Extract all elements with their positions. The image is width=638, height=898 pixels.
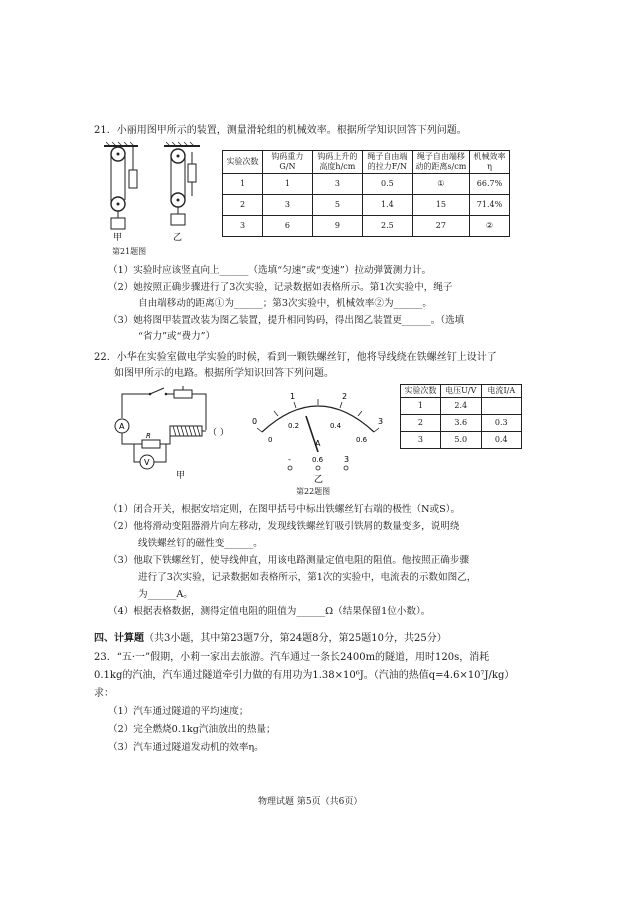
- table-cell: 0.4: [481, 432, 521, 449]
- table-cell: 3.6: [440, 415, 481, 432]
- table-cell: 9: [312, 216, 362, 237]
- table-cell: [481, 398, 521, 415]
- table-header-row: [223, 151, 510, 174]
- table-row: [223, 216, 510, 237]
- table-header-row: [401, 385, 522, 398]
- table-cell: 2: [401, 415, 441, 432]
- label-jia: 甲: [113, 233, 123, 243]
- scale-bottom-label: 0.2: [288, 422, 300, 430]
- page-footer: 物理试题 第5页（共6页）: [258, 797, 363, 807]
- q21-sub2b: 自由端移动的距离①为______；第3次实验中，机械效率②为______。: [138, 298, 432, 309]
- q21-table: [222, 150, 510, 237]
- table-row: [401, 432, 522, 449]
- rheostat: [174, 390, 192, 398]
- table-cell: ②: [470, 216, 510, 237]
- scale-bottom-label: 0.4: [330, 422, 342, 430]
- table-cell: 6: [263, 216, 313, 237]
- q22-stem-b: 如图甲所示的电路。根据所学知识回答下列问题。: [114, 368, 334, 379]
- q21-sub1: （1）实验时应该竖直向上______（选填“匀速”或“变速”）拉动弹簧测力计。: [108, 265, 432, 276]
- table-cell: 0.3: [481, 415, 521, 432]
- table-header-cell: 电流I/A: [481, 385, 521, 398]
- q21-sub3b: “省力”或“费力”）: [138, 331, 216, 342]
- table-cell: 1: [263, 174, 313, 195]
- table-header-cell: 电压U/V: [440, 385, 481, 398]
- table-header-cell: 绳子自由端移动的距离s/cm: [412, 151, 469, 174]
- circuit-jia-label: 甲: [176, 471, 186, 481]
- table-cell: ①: [412, 174, 469, 195]
- q22-sub4: （4）根据表格数据，测得定值电阻的阻值为______Ω（结果保留1位小数）。: [108, 606, 431, 617]
- q22-sub3b: 进行了3次实验，记录数据如表格所示，第1次的实验中，电流表的示数如图乙，: [138, 572, 477, 583]
- table-cell: 1.4: [363, 195, 413, 216]
- scale-top-end: 3: [378, 417, 384, 426]
- table-cell: 2.4: [440, 398, 481, 415]
- meter-label: 乙: [314, 475, 324, 485]
- terminal-label: -: [288, 455, 291, 464]
- table-cell: 5.0: [440, 432, 481, 449]
- table-row: [401, 398, 522, 415]
- table-cell: 71.4%: [470, 195, 510, 216]
- switch: [150, 388, 164, 394]
- ammeter-dial: [248, 388, 388, 484]
- scale-top-label: 1: [290, 392, 296, 401]
- section-4-header: [94, 632, 447, 645]
- table-cell: 0.5: [363, 174, 413, 195]
- q23-sub3: （3）汽车通过隧道发动机的效率η。: [108, 742, 264, 753]
- terminal-label: 0.6: [312, 456, 324, 464]
- spring-scale-jia: [129, 170, 137, 188]
- table-cell: 2.5: [363, 216, 413, 237]
- q21-stem: 21．小丽用图甲所示的装置，测量滑轮组的机械效率。根据所学知识回答下列问题。: [94, 125, 467, 136]
- scale-top-zero: 0: [252, 417, 258, 426]
- table-cell: 66.7%: [470, 174, 510, 195]
- q21-sub3a: （3）她将图甲装置改装为图乙装置，提升相同钩码，得出图乙装置更______。（选填: [108, 315, 465, 326]
- scale-bottom-label: 0.6: [356, 436, 368, 444]
- spring-scale-yi: [188, 164, 196, 182]
- weight-yi: [171, 214, 185, 225]
- q23-line1: 23．“五·一”假期，小莉一家出去旅游。汽车通过一条长2400m的隧道，用时120s，消耗: [94, 652, 490, 663]
- q23-line3: 求：: [94, 688, 114, 699]
- table-header-cell: 实验次数: [223, 151, 263, 174]
- terminal-label: 3: [344, 455, 350, 464]
- meter-symbol: A: [315, 439, 321, 448]
- table-header-cell: 实验次数: [401, 385, 441, 398]
- table-cell: 3: [223, 216, 263, 237]
- resistor: [142, 440, 160, 448]
- table-row: [223, 174, 510, 195]
- table-row: [401, 415, 522, 432]
- q23-sub2: （2）完全燃烧0.1kg汽油放出的热量；: [108, 724, 276, 735]
- table-cell: 1: [223, 174, 263, 195]
- q22-table: [400, 384, 522, 449]
- table-header-cell: 钩码上升的高度h/cm: [312, 151, 362, 174]
- label-yi: 乙: [173, 233, 183, 243]
- scale-top-label: 2: [342, 392, 348, 401]
- table-header-cell: 钩码重力G/N: [263, 151, 313, 174]
- q22-sub1: （1）闭合开关，根据安培定则，在图甲括号中标出铁螺丝钉右端的极性（N或S）。: [108, 504, 461, 515]
- weight-jia: [111, 218, 125, 229]
- q22-sub2a: （2）他将滑动变阻器滑片向左移动，发现线铁螺丝钉吸引铁屑的数量变多，说明绕: [108, 521, 460, 532]
- table-cell: 15: [412, 195, 469, 216]
- table-cell: 1: [401, 398, 441, 415]
- table-header-cell: 机械效率η: [470, 151, 510, 174]
- polarity-blank: （ ）: [208, 428, 229, 438]
- table-cell: 3: [401, 432, 441, 449]
- q22-sub3a: （3）他取下铁螺丝钉，使导线伸直，用该电路测量定值电阻的阻值。他按照正确步骤: [108, 555, 470, 566]
- table-cell: 2: [223, 195, 263, 216]
- q21-sub2a: （2）她按照正确步骤进行了3次实验，记录数据如表格所示。第1次实验中，绳子: [108, 282, 453, 293]
- voltmeter-label: V: [144, 458, 150, 467]
- q22-sub3c: 为______A。: [138, 589, 193, 600]
- pulley-figure: [100, 140, 220, 250]
- q23-line2: 0.1kg的汽油，汽车通过隧道牵引力做的有用功为1.38×10⁶J。（汽油的热值q=4.6×10⁷J/kg）: [94, 670, 515, 681]
- table-cell: 3: [312, 174, 362, 195]
- section-4-heading: 四、计算题: [94, 633, 144, 644]
- table-cell: 5: [312, 195, 362, 216]
- q22-stem-a: 22．小华在实验室做电学实验的时候，看到一颗铁螺丝钉，他将导线绕在铁螺丝钉上设计了: [94, 352, 497, 363]
- circuit-diagram: [110, 386, 240, 482]
- table-cell: 27: [412, 216, 469, 237]
- table-header-cell: 绳子自由端的拉力F/N: [363, 151, 413, 174]
- table-cell: 3: [263, 195, 313, 216]
- q23-sub1: （1）汽车通过隧道的平均速度；: [108, 706, 249, 717]
- q21-caption: 第21题图: [112, 247, 147, 256]
- scale-bottom-label: 0: [268, 436, 273, 444]
- table-row: [223, 195, 510, 216]
- section-4-note: （共3小题，其中第23题7分，第24题8分，第25题10分，共25分）: [144, 633, 447, 644]
- q22-sub2b: 线铁螺丝钉的磁性变______。: [138, 538, 263, 549]
- q22-caption: 第22题图: [296, 487, 331, 496]
- resistor-label: R: [146, 432, 151, 440]
- ammeter-label: A: [119, 422, 125, 431]
